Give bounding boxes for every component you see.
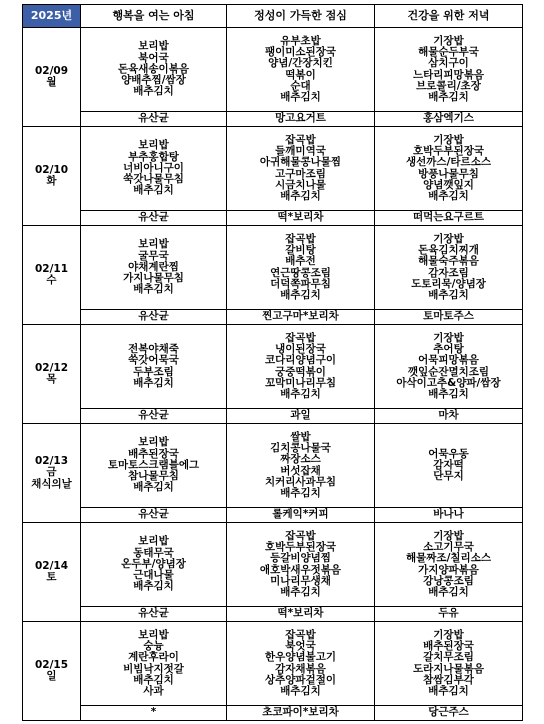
weekly-menu-table <box>22 4 523 721</box>
day-cell <box>23 127 81 226</box>
breakfast-menu-item: 비빔낙지젓갈 <box>123 662 184 675</box>
snack-row <box>23 112 523 127</box>
day-cell <box>23 523 81 622</box>
dinner-menu-cell <box>375 28 523 112</box>
dinner-menu-item: 배추된장국 <box>423 640 474 653</box>
breakfast-menu-item: 굴무국 <box>138 249 169 262</box>
weekday-label: 화 <box>46 175 57 187</box>
dinner-menu-cell <box>375 226 523 310</box>
day-cell <box>23 325 81 424</box>
dinner-menu-item: 기장밥 <box>433 529 464 542</box>
day-row <box>23 28 523 112</box>
lunch-menu-item: 배추김치 <box>280 288 321 301</box>
day-row <box>23 424 523 508</box>
dinner-menu-item: 기장밥 <box>433 628 464 641</box>
weekday-label: 금 <box>46 466 57 479</box>
dinner-header: 건강을 위한 저녁 <box>375 5 523 28</box>
breakfast-menu-item: 쑥갓나물무침 <box>123 173 184 186</box>
date-label: 02/09 <box>34 64 69 77</box>
snack-row <box>23 508 523 523</box>
breakfast-menu-cell <box>81 424 227 508</box>
breakfast-menu-item: 온두부/양념장 <box>121 557 186 570</box>
day-row <box>23 127 523 211</box>
breakfast-menu-item: 가지나물무침 <box>123 272 184 285</box>
lunch-menu-item: 북엇국 <box>285 640 316 653</box>
snack-row <box>23 706 523 721</box>
afternoon-snack-cell: 떡*보리차 <box>227 211 375 226</box>
breakfast-menu-item: 보리밥 <box>138 238 169 251</box>
dinner-menu-item: 기장밥 <box>433 331 464 344</box>
breakfast-menu-item: 배추김치 <box>133 673 174 686</box>
lunch-menu-cell <box>227 127 375 211</box>
day-cell <box>23 622 81 721</box>
breakfast-header: 행복을 여는 아침 <box>81 5 227 28</box>
evening-snack-cell: 토마토주스 <box>375 310 523 325</box>
dinner-menu-item: 해물짜조/칠리소스 <box>406 552 491 565</box>
lunch-menu-item: 애호박새우젓볶음 <box>259 563 342 576</box>
dinner-menu-cell <box>375 622 523 706</box>
breakfast-menu-item: 배추김치 <box>133 580 174 593</box>
lunch-menu-item: 잡곡밥 <box>285 628 316 641</box>
snack-row <box>23 211 523 226</box>
afternoon-snack-cell: 과일 <box>227 409 375 424</box>
morning-snack-cell: 유산균 <box>81 211 227 226</box>
breakfast-menu-item: 보리밥 <box>138 40 169 53</box>
day-note: 채식의날 <box>31 477 72 490</box>
morning-snack-cell: 유산균 <box>81 607 227 622</box>
dinner-menu-item: 추어탕 <box>433 343 464 356</box>
snack-row <box>23 607 523 622</box>
lunch-menu-item: 배추김치 <box>280 585 321 598</box>
breakfast-menu-item: 전복야채죽 <box>128 343 179 356</box>
snack-row <box>23 409 523 424</box>
lunch-menu-item: 배추김치 <box>280 189 321 202</box>
dinner-menu-item: 배추김치 <box>428 585 469 598</box>
breakfast-menu-item: 배추김치 <box>133 283 174 296</box>
lunch-menu-item: 연근땅콩조림 <box>270 266 331 279</box>
lunch-menu-item: 치커리사과무침 <box>264 475 336 488</box>
lunch-menu-item: 김치콩나물국 <box>270 442 331 455</box>
lunch-menu-item: 호박두부된장국 <box>264 541 336 554</box>
lunch-menu-cell <box>227 28 375 112</box>
lunch-menu-item: 갈비탕 <box>285 244 316 257</box>
breakfast-menu-item: 참나물무침 <box>128 470 179 483</box>
date-label: 02/15 <box>34 658 69 671</box>
lunch-menu-cell <box>227 523 375 607</box>
date-label: 02/14 <box>34 559 69 572</box>
dinner-menu-item: 감자떡 <box>433 458 464 471</box>
dinner-menu-item: 배추김치 <box>428 387 469 400</box>
breakfast-menu-item: 양배추찜/쌈장 <box>121 74 186 87</box>
dinner-menu-item: 생선까스/타르소스 <box>406 156 491 169</box>
breakfast-menu-item: 보리밥 <box>138 436 169 449</box>
header-row <box>23 5 523 28</box>
dinner-menu-item: 강낭콩조림 <box>423 574 474 587</box>
day-cell <box>23 424 81 523</box>
evening-snack-cell: 당근주스 <box>375 706 523 721</box>
weekday-label: 일 <box>46 670 57 682</box>
lunch-menu-item: 잡곡밥 <box>285 331 316 344</box>
breakfast-menu-item: 보리밥 <box>138 535 169 548</box>
morning-snack-cell: * <box>81 706 227 721</box>
lunch-menu-item: 버섯잡채 <box>280 464 321 477</box>
dinner-menu-item: 배추김치 <box>428 90 469 103</box>
evening-snack-cell: 바나나 <box>375 508 523 523</box>
lunch-menu-item: 들깨미역국 <box>275 145 326 158</box>
breakfast-menu-item: 배추김치 <box>133 85 174 98</box>
lunch-header: 정성이 가득한 점심 <box>227 5 375 28</box>
afternoon-snack-cell: 망고요거트 <box>227 112 375 127</box>
breakfast-menu-item: 토마토스크램블에그 <box>107 458 200 471</box>
dinner-menu-item: 기장밥 <box>433 232 464 245</box>
dinner-menu-item: 해물숙주볶음 <box>418 255 479 268</box>
dinner-menu-item: 삼치구이 <box>428 57 469 70</box>
lunch-menu-item: 배추김치 <box>280 387 321 400</box>
year-header: 2025년 <box>23 5 81 28</box>
menu-body <box>23 28 523 721</box>
lunch-menu-item: 아귀해물콩나물찜 <box>259 156 342 169</box>
dinner-menu-item: 기장밥 <box>433 133 464 146</box>
breakfast-menu-item: 쑥갓어묵국 <box>128 354 179 367</box>
breakfast-menu-item: 배추김치 <box>133 376 174 389</box>
dinner-menu-item: 갈치무조림 <box>423 651 474 664</box>
weekday-label: 수 <box>46 274 57 286</box>
breakfast-menu-item: 돈육새송이볶음 <box>117 62 189 75</box>
breakfast-menu-cell <box>81 325 227 409</box>
lunch-menu-item: 잡곡밥 <box>285 232 316 245</box>
lunch-menu-item: 상추양파겉절이 <box>264 673 336 686</box>
breakfast-menu-item: 보리밥 <box>138 139 169 152</box>
lunch-menu-item: 고구마조림 <box>275 167 326 180</box>
dinner-menu-cell <box>375 325 523 409</box>
lunch-menu-item: 양념/간장치킨 <box>268 57 333 70</box>
dinner-menu-item: 방풍나물무침 <box>418 167 479 180</box>
breakfast-menu-item: 숭늉 <box>143 640 164 653</box>
dinner-menu-item: 해물순두부국 <box>418 46 479 59</box>
dinner-menu-item: 양념깻잎지 <box>423 178 474 191</box>
dinner-menu-item: 도토리묵/양념장 <box>411 277 486 290</box>
breakfast-menu-item: 너비아니구이 <box>123 161 184 174</box>
weekday-label: 월 <box>46 76 57 88</box>
lunch-menu-cell <box>227 325 375 409</box>
morning-snack-cell: 유산균 <box>81 508 227 523</box>
dinner-menu-item: 가지양파볶음 <box>418 563 479 576</box>
dinner-menu-item: 돈육김치찌개 <box>418 244 479 257</box>
lunch-menu-item: 순대 <box>290 79 311 92</box>
lunch-menu-item: 배추김치 <box>280 486 321 499</box>
evening-snack-cell: 떠먹는요구르트 <box>375 211 523 226</box>
dinner-menu-item: 도라지나물볶음 <box>412 662 484 675</box>
lunch-menu-item: 시금치나물 <box>275 178 326 191</box>
morning-snack-cell: 유산균 <box>81 310 227 325</box>
lunch-menu-item: 배추김치 <box>280 90 321 103</box>
lunch-menu-item: 미나리무생채 <box>270 574 331 587</box>
breakfast-menu-item: 북어국 <box>138 51 169 64</box>
date-label: 02/10 <box>34 163 69 176</box>
dinner-menu-cell <box>375 523 523 607</box>
lunch-menu-item: 잡곡밥 <box>285 133 316 146</box>
dinner-menu-item: 소고기무국 <box>423 541 474 554</box>
evening-snack-cell: 마차 <box>375 409 523 424</box>
dinner-menu-item: 아삭이고추&양파/쌈장 <box>396 376 501 389</box>
day-row <box>23 523 523 607</box>
lunch-menu-item: 냉이된장국 <box>275 343 326 356</box>
dinner-menu-item: 감자조림 <box>428 266 469 279</box>
lunch-menu-item: 유부초밥 <box>280 34 321 47</box>
date-label: 02/11 <box>34 262 69 275</box>
dinner-menu-cell <box>375 127 523 211</box>
breakfast-menu-item: 사과 <box>143 684 164 697</box>
lunch-menu-item: 감자채볶음 <box>275 662 326 675</box>
lunch-menu-item: 쌀밥 <box>290 430 311 443</box>
breakfast-menu-item: 배추김치 <box>133 184 174 197</box>
breakfast-menu-cell <box>81 523 227 607</box>
lunch-menu-item: 배추김치 <box>280 684 321 697</box>
dinner-menu-item: 단무지 <box>433 470 464 483</box>
lunch-menu-item: 등갈비양념찜 <box>270 552 331 565</box>
breakfast-menu-item: 두부조림 <box>133 365 174 378</box>
breakfast-menu-item: 배추된장국 <box>128 447 179 460</box>
morning-snack-cell: 유산균 <box>81 409 227 424</box>
dinner-menu-item: 느타리피망볶음 <box>412 68 484 81</box>
dinner-menu-item: 기장밥 <box>433 34 464 47</box>
lunch-menu-item: 배추전 <box>285 255 316 268</box>
dinner-menu-item: 배추김치 <box>428 189 469 202</box>
lunch-menu-item: 팽이미소된장국 <box>264 46 336 59</box>
lunch-menu-item: 궁중떡볶이 <box>275 365 326 378</box>
breakfast-menu-cell <box>81 28 227 112</box>
dinner-menu-item: 호박두부된장국 <box>412 145 484 158</box>
evening-snack-cell: 두유 <box>375 607 523 622</box>
lunch-menu-cell <box>227 226 375 310</box>
breakfast-menu-item: 계란후라이 <box>128 651 179 664</box>
day-row <box>23 325 523 409</box>
afternoon-snack-cell: 초코파이*보리차 <box>227 706 375 721</box>
breakfast-menu-cell <box>81 127 227 211</box>
breakfast-menu-item: 보리밥 <box>138 628 169 641</box>
dinner-menu-item: 배추김치 <box>428 288 469 301</box>
day-cell <box>23 226 81 325</box>
dinner-menu-item: 어묵우동 <box>428 447 469 460</box>
lunch-menu-cell <box>227 622 375 706</box>
day-row <box>23 622 523 706</box>
day-row <box>23 226 523 310</box>
day-cell <box>23 28 81 127</box>
snack-row <box>23 310 523 325</box>
breakfast-menu-item: 배추김치 <box>133 481 174 494</box>
weekday-label: 토 <box>46 571 57 583</box>
lunch-menu-item: 더덕쪽파무침 <box>270 277 331 290</box>
lunch-menu-item: 떡볶이 <box>285 68 316 81</box>
dinner-menu-item: 배추김치 <box>428 684 469 697</box>
lunch-menu-item: 한우양념불고기 <box>264 651 336 664</box>
dinner-menu-item: 참쌈김부각 <box>423 673 474 686</box>
breakfast-menu-item: 부추홍합탕 <box>128 150 179 163</box>
lunch-menu-cell <box>227 424 375 508</box>
lunch-menu-item: 짜장소스 <box>280 453 321 466</box>
dinner-menu-cell <box>375 424 523 508</box>
dinner-menu-item: 어묵피망볶음 <box>418 354 479 367</box>
dinner-menu-item: 브로콜리/초장 <box>416 79 481 92</box>
weekday-label: 목 <box>46 373 57 385</box>
breakfast-menu-item: 근대나물 <box>133 569 174 582</box>
dinner-menu-item: 깻잎순잔멸치조림 <box>407 365 490 378</box>
date-label: 02/13 <box>34 455 69 468</box>
lunch-menu-item: 코다리양념구이 <box>264 354 336 367</box>
breakfast-menu-item: 동태무국 <box>133 546 174 559</box>
breakfast-menu-cell <box>81 622 227 706</box>
afternoon-snack-cell: 떡*보리차 <box>227 607 375 622</box>
morning-snack-cell: 유산균 <box>81 112 227 127</box>
afternoon-snack-cell: 롤케익*커피 <box>227 508 375 523</box>
breakfast-menu-cell <box>81 226 227 310</box>
date-label: 02/12 <box>34 361 69 374</box>
afternoon-snack-cell: 찐고구마*보리차 <box>227 310 375 325</box>
lunch-menu-item: 꼬막미나리무침 <box>264 376 336 389</box>
evening-snack-cell: 홍삼엑기스 <box>375 112 523 127</box>
breakfast-menu-item: 야채계란찜 <box>128 260 179 273</box>
lunch-menu-item: 잡곡밥 <box>285 529 316 542</box>
